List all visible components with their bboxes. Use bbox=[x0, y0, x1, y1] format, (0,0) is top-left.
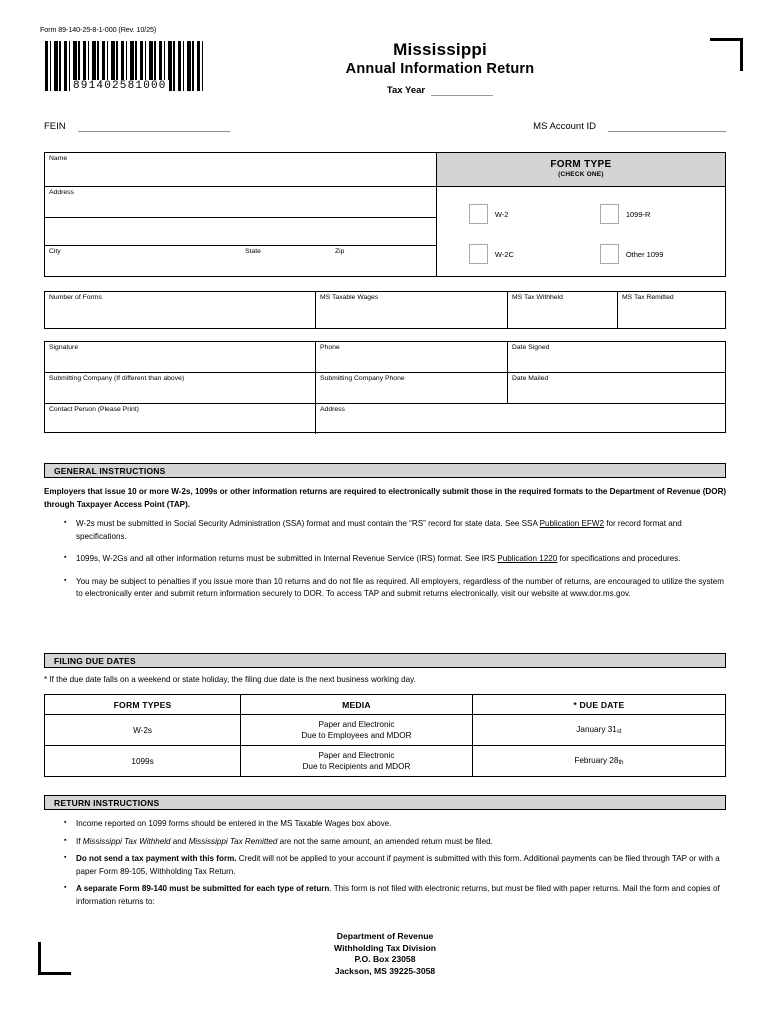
signature-label: Signature bbox=[49, 344, 79, 351]
form-type-options bbox=[437, 187, 725, 278]
checkbox-label: 1099-R bbox=[625, 209, 651, 219]
ms-taxable-wages-field[interactable] bbox=[315, 292, 507, 328]
contact-address-label: Address bbox=[320, 406, 345, 413]
mailing-address bbox=[0, 931, 770, 977]
checkbox-option-1099r[interactable] bbox=[600, 204, 651, 224]
bullet-text-part: If bbox=[76, 836, 83, 846]
emphasis-no-payment: Do not send a tax payment with this form. bbox=[76, 854, 237, 863]
mailing-address-line-4: Jackson, MS 39225-3058 bbox=[334, 965, 436, 976]
submitting-company-label: Submitting Company (If different than above) bbox=[49, 375, 185, 382]
list-item bbox=[62, 853, 726, 878]
return-instructions-list bbox=[62, 818, 726, 913]
form-type-subtitle: (CHECK ONE) bbox=[558, 171, 604, 178]
date-signed-field[interactable] bbox=[507, 342, 725, 372]
barcode-digits: 891402581000 bbox=[73, 80, 167, 92]
state-label: State bbox=[245, 248, 261, 255]
checkbox-icon[interactable] bbox=[600, 204, 619, 224]
taxpayer-info-block bbox=[44, 152, 726, 277]
emphasis-separate-form: A separate Form 89-140 must be submitted for each type of return bbox=[76, 884, 330, 893]
list-item bbox=[62, 883, 726, 908]
list-item bbox=[62, 518, 726, 543]
emphasis-tax-remitted: Mississippi Tax Remitted bbox=[188, 836, 278, 846]
general-instructions-intro: Employers that issue 10 or more W-2s, 1099s or other information returns are required to electronically submit those in the required formats to the Department of Revenue (DOR) through Taxpayer Access Point (TAP). bbox=[44, 487, 727, 509]
tax-year-input[interactable] bbox=[431, 85, 493, 96]
bullet-text-part: are not the same amount, an amended return must be filed. bbox=[277, 836, 493, 846]
section-header-general-instructions bbox=[44, 463, 726, 478]
tax-year-field bbox=[230, 85, 650, 96]
fein-input[interactable] bbox=[78, 120, 230, 132]
ms-tax-remitted-label: MS Tax Remitted bbox=[622, 294, 674, 301]
checkbox-label: W-2 bbox=[494, 209, 509, 219]
contact-person-field[interactable] bbox=[45, 404, 315, 434]
name-label: Name bbox=[49, 155, 68, 162]
checkbox-option-other-1099[interactable] bbox=[600, 244, 664, 264]
emphasis-tax-withheld: Mississippi Tax Withheld bbox=[82, 836, 171, 846]
bullet-text-part: Credit will not be applied to your account if payment is submitted with this form. Additional payments can be filed through TAP or with a paper Form 89-105, Withholding Tax Return. bbox=[76, 854, 720, 876]
media-line-1: Paper and Electronic bbox=[318, 720, 395, 729]
column-header-media: MEDIA bbox=[241, 695, 473, 715]
date-mailed-field[interactable] bbox=[507, 373, 725, 403]
date-signed-label: Date Signed bbox=[512, 344, 550, 351]
title-state: Mississippi bbox=[393, 40, 487, 59]
column-header-form-types: FORM TYPES bbox=[45, 695, 241, 715]
media-line-2: Due to Employees and MDOR bbox=[301, 731, 412, 740]
registration-mark-top-right-icon bbox=[710, 38, 743, 71]
signature-block bbox=[44, 341, 726, 433]
contact-address-field[interactable] bbox=[315, 404, 725, 434]
checkbox-label: Other 1099 bbox=[625, 249, 664, 259]
due-date-text: February 28 bbox=[574, 755, 619, 765]
media-line-1: Paper and Electronic bbox=[318, 751, 395, 760]
mailing-address-line-2: Withholding Tax Division bbox=[334, 942, 436, 953]
submitting-company-field[interactable] bbox=[45, 373, 315, 403]
amounts-block bbox=[44, 291, 726, 329]
bullet-text-part: and bbox=[170, 836, 189, 846]
name-field[interactable] bbox=[45, 153, 436, 187]
form-type-column bbox=[436, 153, 725, 276]
list-item bbox=[62, 836, 726, 849]
ms-account-id-input[interactable] bbox=[608, 120, 726, 132]
fein-label: FEIN bbox=[44, 121, 66, 132]
bullet-text-part: for record format and specifications. bbox=[76, 519, 682, 541]
section-header-return-instructions bbox=[44, 795, 726, 810]
table-row bbox=[45, 715, 726, 746]
tax-year-label: Tax Year bbox=[386, 85, 426, 96]
ms-tax-withheld-field[interactable] bbox=[507, 292, 617, 328]
checkbox-icon[interactable] bbox=[469, 204, 488, 224]
list-item bbox=[62, 576, 726, 601]
checkbox-option-w2[interactable] bbox=[469, 204, 509, 224]
due-date-note: * If the due date falls on a weekend or state holiday, the filing due date is the next business working day. bbox=[44, 675, 416, 684]
ms-taxable-wages-label: MS Taxable Wages bbox=[320, 294, 379, 301]
table-header-row bbox=[45, 695, 726, 715]
cell-due-date bbox=[472, 715, 725, 746]
publication-1220-link[interactable]: Publication 1220 bbox=[497, 554, 558, 563]
identification-row bbox=[44, 120, 726, 132]
bullet-text-part: You may be subject to penalties if you issue more than 10 returns and do not file as required. All employers, regardless of the number of returns, are encouraged to utilize the system to electronically enter and submit return information securely to DOR. To access TAP and submit returns electronically, visit our website at www.dor.ms.gov. bbox=[76, 576, 725, 598]
number-of-forms-label: Number of Forms bbox=[49, 294, 102, 301]
city-label: City bbox=[49, 248, 61, 255]
mailing-address-line-3: P.O. Box 23058 bbox=[354, 954, 416, 964]
publication-efw2-link[interactable]: Publication EFW2 bbox=[539, 519, 604, 528]
cell-media bbox=[241, 715, 473, 746]
checkbox-icon[interactable] bbox=[600, 244, 619, 264]
column-header-due-date: * DUE DATE bbox=[472, 695, 725, 715]
cell-due-date bbox=[472, 746, 725, 777]
cell-media bbox=[241, 746, 473, 777]
table-row bbox=[45, 746, 726, 777]
section-title: FILING DUE DATES bbox=[54, 656, 136, 666]
phone-field[interactable] bbox=[315, 342, 507, 372]
taxpayer-address-column bbox=[45, 153, 436, 276]
cell-form-type: W-2s bbox=[45, 715, 241, 746]
submitting-company-phone-label: Submitting Company Phone bbox=[320, 375, 405, 382]
submitting-company-phone-field[interactable] bbox=[315, 373, 507, 403]
bullet-text-part: Income reported on 1099 forms should be entered in the MS Taxable Wages box above. bbox=[76, 819, 392, 828]
date-mailed-label: Date Mailed bbox=[512, 375, 549, 382]
page-title bbox=[230, 40, 650, 96]
number-of-forms-field[interactable] bbox=[45, 292, 315, 328]
checkbox-icon[interactable] bbox=[469, 244, 488, 264]
section-title: GENERAL INSTRUCTIONS bbox=[54, 466, 166, 476]
checkbox-option-w2c[interactable] bbox=[469, 244, 514, 264]
list-item bbox=[62, 818, 726, 831]
form-type-title: FORM TYPE bbox=[550, 159, 612, 170]
ms-tax-remitted-field[interactable] bbox=[617, 292, 725, 328]
form-type-header bbox=[437, 153, 725, 187]
bullet-text-part: . This form is not filed with electronic returns, but must be filed with paper returns. Mail the form and copies of information returns to: bbox=[76, 884, 720, 906]
list-item bbox=[62, 553, 726, 566]
section-title: RETURN INSTRUCTIONS bbox=[54, 798, 160, 808]
due-date-ordinal: th bbox=[618, 759, 624, 766]
bullet-text-part: W-2s must be submitted in Social Security Administration (SSA) format and must contain the “RS” record for state data. See SSA bbox=[76, 519, 540, 528]
address-label: Address bbox=[49, 189, 74, 196]
bullet-text-part: 1099s, W-2Gs and all other information returns must be submitted in Internal Revenue Service (IRS) format. See IRS bbox=[76, 554, 498, 563]
city-state-zip-row bbox=[45, 246, 436, 275]
due-date-text: January 31 bbox=[576, 724, 617, 734]
form-number: Form 89-140-25-8-1-000 (Rev. 10/25) bbox=[40, 25, 157, 34]
general-instructions-list bbox=[62, 518, 726, 611]
barcode bbox=[45, 41, 205, 91]
signature-field[interactable] bbox=[45, 342, 315, 372]
mailing-address-line-1: Department of Revenue bbox=[336, 931, 434, 941]
ms-tax-withheld-label: MS Tax Withheld bbox=[512, 294, 563, 301]
ms-account-id-label: MS Account ID bbox=[533, 121, 596, 132]
filing-due-dates-table bbox=[44, 694, 726, 777]
zip-label: Zip bbox=[335, 248, 345, 255]
address-field[interactable] bbox=[45, 187, 436, 218]
section-header-filing-due-dates bbox=[44, 653, 726, 668]
phone-label: Phone bbox=[320, 344, 340, 351]
contact-person-label: Contact Person (Please Print) bbox=[49, 406, 139, 413]
due-date-ordinal: st bbox=[616, 728, 622, 735]
media-line-2: Due to Recipients and MDOR bbox=[302, 762, 411, 771]
bullet-text-part: for specifications and procedures. bbox=[557, 554, 681, 563]
checkbox-label: W-2C bbox=[494, 249, 514, 259]
address-line2-field[interactable] bbox=[45, 218, 436, 246]
title-form-name: Annual Information Return bbox=[345, 61, 535, 77]
cell-form-type: 1099s bbox=[45, 746, 241, 777]
